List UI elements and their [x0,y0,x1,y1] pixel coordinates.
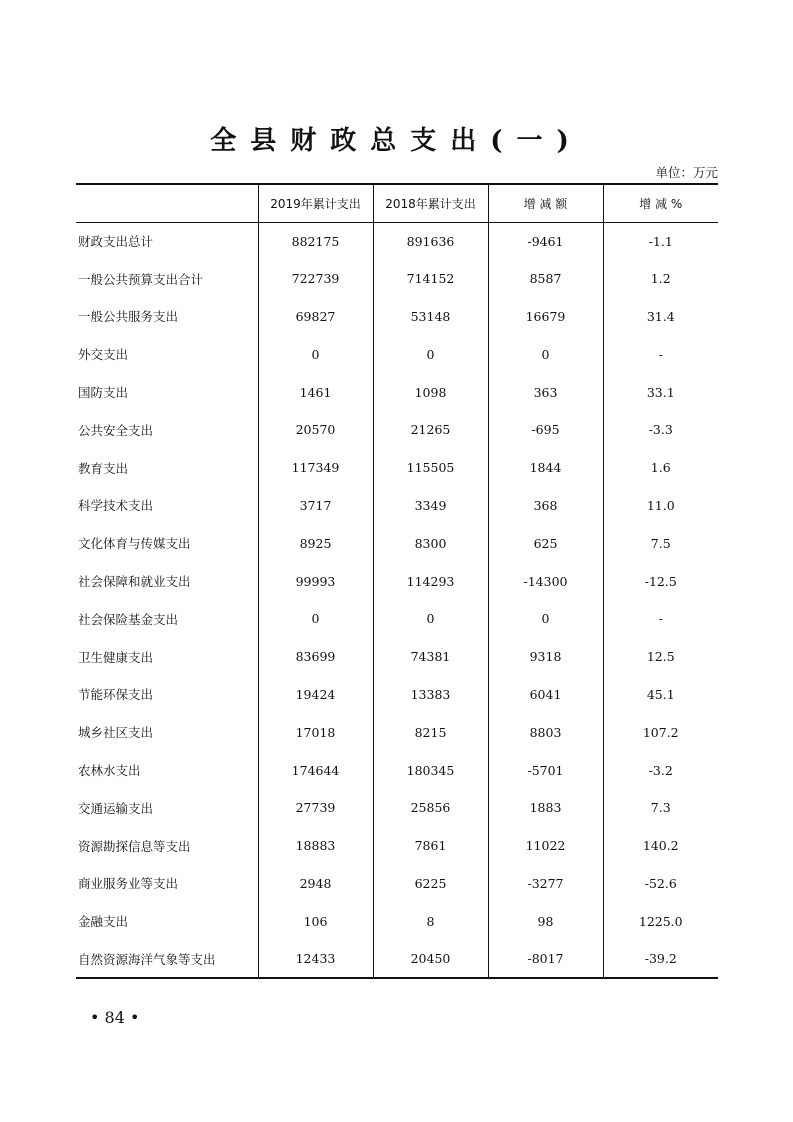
table-row [76,940,718,978]
table-row [76,562,718,600]
cell-change-percent: 31.4 [603,298,718,336]
table-row [76,373,718,411]
row-item-name: 交通运输支出 [78,800,154,816]
cell-change-percent: 1.2 [603,260,718,298]
row-item-name: 一般公共预算支出合计 [78,271,204,287]
table-row [76,298,718,336]
cell-change-amount: -14300 [488,562,603,600]
table-row [76,865,718,903]
table-row [76,713,718,751]
cell-2018: 25856 [373,789,488,827]
cell-change-amount: 8587 [488,260,603,298]
cell-2019: 0 [258,600,373,638]
row-item-name: 社会保险基金支出 [78,611,179,627]
cell-change-amount: 9318 [488,638,603,676]
row-item-name: 资源勘探信息等支出 [78,838,191,854]
cell-2018: 180345 [373,751,488,789]
cell-change-percent: -3.3 [603,411,718,449]
cell-2019: 1461 [258,373,373,411]
cell-change-percent: -1.1 [603,222,718,260]
cell-change-percent: 7.5 [603,524,718,562]
cell-change-amount: 625 [488,524,603,562]
cell-2018: 21265 [373,411,488,449]
cell-change-amount: 363 [488,373,603,411]
cell-change-percent: - [603,335,718,373]
cell-2019: 722739 [258,260,373,298]
cell-change-percent: 33.1 [603,373,718,411]
cell-2019: 17018 [258,713,373,751]
cell-change-amount: 1883 [488,789,603,827]
cell-2018: 8300 [373,524,488,562]
cell-change-amount: 11022 [488,827,603,865]
header-2018: 2018年累计支出 [373,184,488,222]
cell-2018: 0 [373,335,488,373]
cell-2018: 7861 [373,827,488,865]
cell-2019: 8925 [258,524,373,562]
table-header-row [76,184,718,222]
cell-change-amount: 6041 [488,676,603,714]
cell-change-amount: -695 [488,411,603,449]
cell-2018: 6225 [373,865,488,903]
table-row [76,260,718,298]
cell-change-percent: - [603,600,718,638]
table-row [76,827,718,865]
cell-2018: 0 [373,600,488,638]
cell-2018: 13383 [373,676,488,714]
cell-change-percent: 140.2 [603,827,718,865]
cell-2019: 174644 [258,751,373,789]
cell-2019: 882175 [258,222,373,260]
row-item-name: 一般公共服务支出 [78,309,179,325]
table-row [76,638,718,676]
row-item-name: 卫生健康支出 [78,649,154,665]
cell-change-percent: -12.5 [603,562,718,600]
row-item-name: 教育支出 [78,460,129,476]
cell-change-percent: 1225.0 [603,902,718,940]
cell-2019: 3717 [258,487,373,525]
cell-2019: 19424 [258,676,373,714]
cell-change-amount: -9461 [488,222,603,260]
row-item-name: 农林水支出 [78,763,141,779]
cell-change-percent: 1.6 [603,449,718,487]
cell-change-amount: 98 [488,902,603,940]
page-title: 全县财政总支出(一) [210,126,583,156]
cell-change-amount: -3277 [488,865,603,903]
row-item-name: 文化体育与传媒支出 [78,536,191,552]
table-row [76,487,718,525]
cell-change-percent: -52.6 [603,865,718,903]
cell-2019: 83699 [258,638,373,676]
cell-2018: 53148 [373,298,488,336]
cell-change-amount: 0 [488,600,603,638]
row-item-name: 财政支出总计 [78,234,154,250]
cell-change-percent: 11.0 [603,487,718,525]
cell-2019: 27739 [258,789,373,827]
table-row [76,524,718,562]
cell-change-percent: 45.1 [603,676,718,714]
table-row [76,676,718,714]
row-item-name: 节能环保支出 [78,687,154,703]
table-body [76,222,718,978]
table-row [76,751,718,789]
cell-change-percent: 12.5 [603,638,718,676]
row-item-name: 国防支出 [78,385,129,401]
cell-change-amount: -8017 [488,940,603,978]
cell-2019: 18883 [258,827,373,865]
row-item-name: 科学技术支出 [78,498,154,514]
cell-2018: 8 [373,902,488,940]
table-row [76,335,718,373]
cell-change-amount: -5701 [488,751,603,789]
table-row [76,449,718,487]
cell-change-percent: 107.2 [603,713,718,751]
cell-2019: 0 [258,335,373,373]
cell-2018: 74381 [373,638,488,676]
cell-change-amount: 16679 [488,298,603,336]
row-item-name: 公共安全支出 [78,422,154,438]
table-row [76,902,718,940]
table-row [76,600,718,638]
cell-2018: 114293 [373,562,488,600]
cell-2019: 99993 [258,562,373,600]
cell-change-amount: 368 [488,487,603,525]
row-item-name: 商业服务业等支出 [78,876,179,892]
expenditure-table [76,183,718,979]
cell-2018: 891636 [373,222,488,260]
cell-2019: 117349 [258,449,373,487]
table-row [76,789,718,827]
unit-label: 单位：万元 [655,165,718,180]
cell-2019: 2948 [258,865,373,903]
table-row [76,411,718,449]
cell-2019: 106 [258,902,373,940]
cell-2018: 8215 [373,713,488,751]
table-row [76,222,718,260]
cell-change-percent: -39.2 [603,940,718,978]
cell-change-amount: 1844 [488,449,603,487]
cell-2018: 1098 [373,373,488,411]
row-item-name: 社会保障和就业支出 [78,574,191,590]
cell-change-amount: 8803 [488,713,603,751]
row-item-name: 外交支出 [78,347,129,363]
cell-change-amount: 0 [488,335,603,373]
cell-2019: 20570 [258,411,373,449]
cell-change-percent: -3.2 [603,751,718,789]
header-item [76,184,258,222]
header-2019: 2019年累计支出 [258,184,373,222]
cell-2019: 12433 [258,940,373,978]
header-change-percent: 增 减 % [603,184,718,222]
row-item-name: 金融支出 [78,914,129,930]
row-item-name: 城乡社区支出 [78,725,154,741]
cell-2019: 69827 [258,298,373,336]
cell-change-percent: 7.3 [603,789,718,827]
cell-2018: 115505 [373,449,488,487]
cell-2018: 3349 [373,487,488,525]
header-change-amount: 增 减 额 [488,184,603,222]
cell-2018: 714152 [373,260,488,298]
row-item-name: 自然资源海洋气象等支出 [78,951,216,967]
cell-2018: 20450 [373,940,488,978]
page-number: • 84 • [90,1008,140,1027]
